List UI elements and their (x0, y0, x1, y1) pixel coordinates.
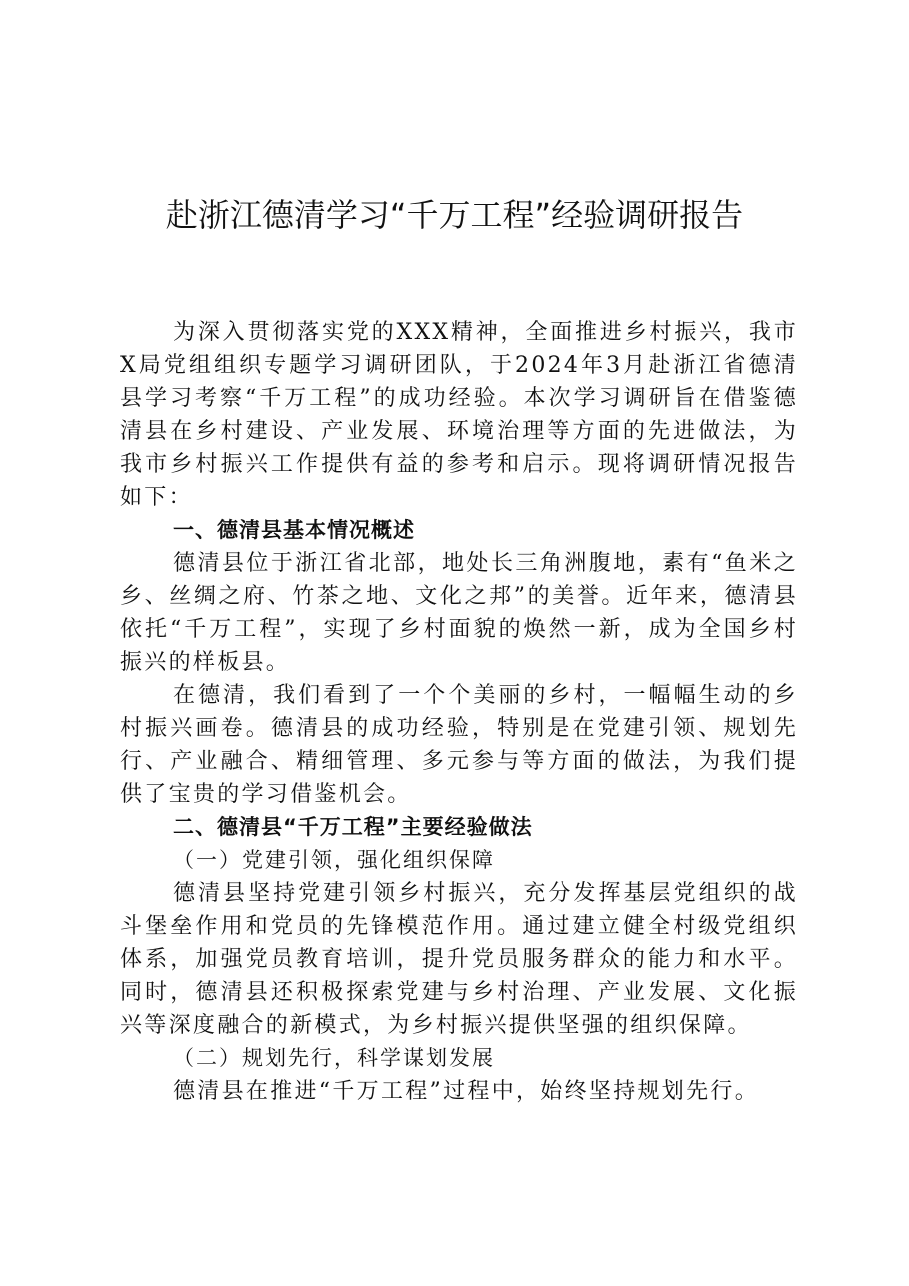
document-title: 赴浙江德清学习“千万工程”经验调研报告 (165, 196, 744, 234)
subsection2-paragraph: 德清县在推进“千万工程”过程中，始终坚持规划先行。 (173, 1079, 759, 1104)
section1-paragraph-1: 德清县位于浙江省北部，地处长三角洲腹地，素有“鱼米之乡、丝绸之府、竹茶之地、文化之邦”的美誉。近年来，德清县依托“千万工程”，实现了乡村面貌的焕然一新，成为全国乡村振兴的样板县。 (120, 551, 798, 675)
section1-paragraph-2: 在德清，我们看到了一个个美丽的乡村，一幅幅生动的乡村振兴画卷。德清县的成功经验，特别是在党建引领、规划先行、产业融合、精细管理、多元参与等方面的做法，为我们提供了宝贵的学习借鉴机会。 (120, 683, 798, 807)
subsection-heading-2: （二）规划先行，科学谋划发展 (173, 1046, 495, 1070)
intro-paragraph: 为深入贯彻落实党的XXX精神，全面推进乡村振兴，我市X局党组组织专题学习调研团队，于2024年3月赴浙江省德清县学习考察“千万工程”的成功经验。本次学习调研旨在借鉴德清县在乡村建设、产业发展、环境治理等方面的先进做法，为我市乡村振兴工作提供有益的参考和启示。现将调研情况报告如下： (120, 320, 798, 510)
section-heading-1: 一、德清县基本情况概述 (173, 518, 415, 542)
subsection1-paragraph: 德清县坚持党建引领乡村振兴，充分发挥基层党组织的战斗堡垒作用和党员的先锋模范作用。通过建立健全村级党组织体系，加强党员教育培训，提升党员服务群众的能力和水平。同时，德清县还积极探索党建与乡村治理、产业发展、文化振兴等深度融合的新模式，为乡村振兴提供坚强的组织保障。 (120, 881, 798, 1038)
section-heading-2: 二、德清县“千万工程”主要经验做法 (173, 815, 533, 839)
document-body (120, 316, 798, 1108)
subsection-heading-1: （一）党建引领，强化组织保障 (173, 848, 495, 872)
